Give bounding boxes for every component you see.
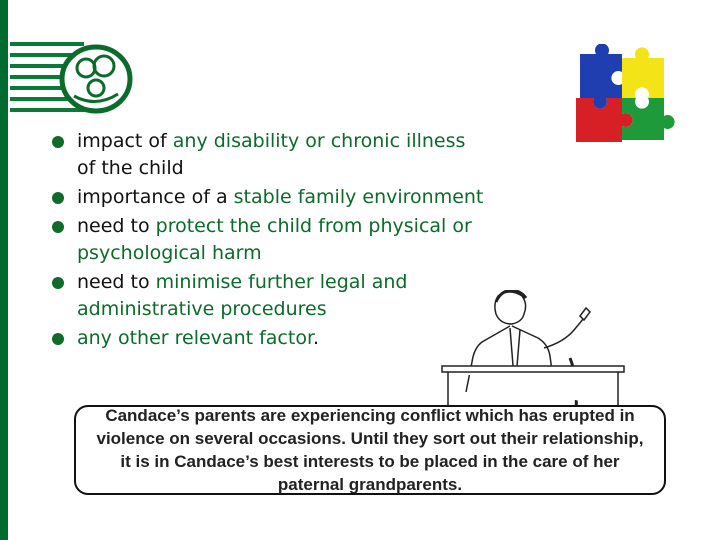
puzzle-pieces-icon [566, 44, 680, 152]
bullet-item: need to minimise further legal and administrative procedures [52, 269, 572, 323]
bullet-item: need to protect the child from physical or psychological harm [52, 213, 572, 267]
bullet-item: impact of any disability or chronic illness of the child [52, 128, 572, 182]
bullet-dot-icon [52, 333, 64, 345]
caption-box [74, 405, 666, 495]
bullet-dot-icon [52, 136, 64, 148]
left-frame-bar [0, 0, 8, 540]
family-logo-icon [58, 44, 134, 114]
teacher-podium-illustration [440, 290, 640, 410]
bullet-item: any other relevant factor. [52, 325, 572, 352]
bullet-dot-icon [52, 192, 64, 204]
bullet-dot-icon [52, 277, 64, 289]
caption-text: Candace’s parents are experiencing conflict which has erupted in violence on several occasions. Until they sort out their relationship, it is in Candace’s best interests to be placed in the care of her paternal grandparents. [96, 406, 644, 494]
bullet-dot-icon [52, 221, 64, 233]
bullet-item: importance of a stable family environment [52, 184, 572, 211]
